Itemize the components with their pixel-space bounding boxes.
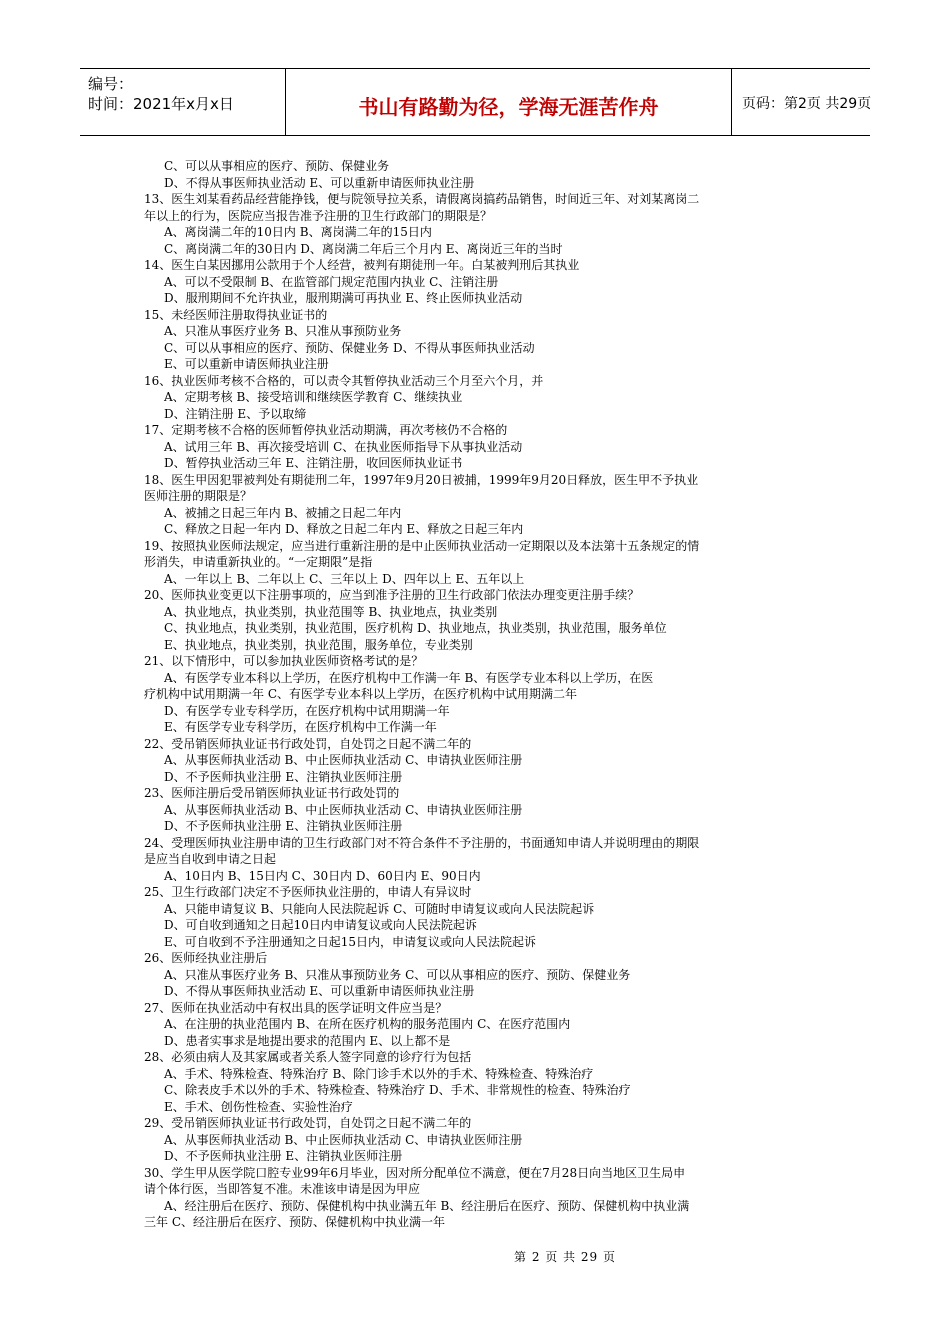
footer-page-number: 第 2 页 共 29 页	[514, 1250, 616, 1264]
text-line: 30、学生甲从医学院口腔专业99年6月毕业，因对所分配单位不满意，便在7月28日向当地区卫生局申	[144, 1165, 686, 1180]
text-line: C、可以从事相应的医疗、预防、保健业务	[164, 159, 390, 173]
text-line: 28、必须由病人及其家属或者关系人签字同意的诊疗行为包括	[144, 1050, 472, 1064]
text-line: 23、医师注册后受吊销医师执业证书行政处罚的	[144, 786, 400, 800]
text-line: C、除表皮手术以外的手术、特殊检查、特殊治疗 D、手术、非常规性的检查、特殊治疗	[164, 1083, 631, 1097]
text-line: E、有医学专业专科学历，在医疗机构中工作满一年	[164, 720, 437, 734]
text-line: D、有医学专业专科学历，在医疗机构中试用期满一年	[164, 703, 450, 718]
text-line: A、被捕之日起三年内 B、被捕之日起二年内	[164, 505, 402, 520]
text-line: 29、受吊销医师执业证书行政处罚，自处罚之日起不满二年的	[144, 1116, 472, 1130]
text-line: 请个体行医，当即答复不准。未准该申请是因为甲应	[144, 1182, 421, 1196]
text-line: 20、医师执业变更以下注册事项的，应当到准予注册的卫生行政部门依法办理变更注册手续？	[144, 588, 640, 602]
text-line: A、10日内 B、15日内 C、30日内 D、60日内 E、90日内	[164, 868, 481, 883]
text-line: 年以上的行为，医院应当报告准予注册的卫生行政部门的期限是？	[144, 208, 493, 223]
text-line: A、一年以上 B、二年以上 C、三年以上 D、四年以上 E、五年以上	[164, 571, 525, 586]
text-line: 14、医生白某因挪用公款用于个人经营，被判有期徒刑一年。白某被判刑后其执业	[144, 258, 580, 272]
text-line: A、只准从事医疗业务 B、只准从事预防业务 C、可以从事相应的医疗、预防、保健业务	[164, 967, 631, 982]
text-line: A、可以不受限制 B、在监管部门规定范围内执业 C、注销注册	[164, 274, 499, 289]
document-number-label: 编号：	[88, 75, 134, 93]
text-line: D、可自收到通知之日起10日内申请复议或向人民法院起诉	[164, 918, 477, 932]
document-date-label: 时间：2021年x月x日	[88, 95, 234, 113]
text-line: C、执业地点，执业类别，执业范围，医疗机构 D、执业地点，执业类别，执业范围，服务单位	[164, 621, 667, 635]
text-line: 疗机构中试用期满一年 C、有医学专业本科以上学历，在医疗机构中试用期满二年	[144, 687, 577, 701]
text-line: C、离岗满二年的30日内 D、离岗满二年后三个月内 E、离岗近三年的当时	[164, 241, 563, 256]
text-line: A、手术、特殊检查、特殊治疗 B、除门诊手术以外的手术、特殊检查、特殊治疗	[164, 1066, 594, 1081]
text-line: A、从事医师执业活动 B、中止医师执业活动 C、申请执业医师注册	[164, 802, 523, 817]
text-line: E、执业地点，执业类别，执业范围，服务单位，专业类别	[164, 637, 473, 652]
text-line: E、可以重新申请医师执业注册	[164, 357, 329, 371]
text-line: A、试用三年 B、再次接受培训 C、在执业医师指导下从事执业活动	[164, 439, 523, 454]
text-line: D、患者实事求是地提出要求的范围内 E、以上都不是	[164, 1033, 451, 1048]
text-line: A、有医学专业本科以上学历，在医疗机构中工作满一年 B、有医学专业本科以上学历，在医	[164, 670, 654, 685]
text-line: 27、医师在执业活动中有权出具的医学证明文件应当是？	[144, 1000, 448, 1015]
text-line: A、只能申请复议 B、只能向人民法院起诉 C、可随时申请复议或向人民法院起诉	[164, 901, 595, 916]
text-line: C、释放之日起一年内 D、释放之日起二年内 E、释放之日起三年内	[164, 522, 524, 536]
header-page-number: 页码：第2页 共29页	[742, 96, 872, 112]
text-line: 19、按照执业医师法规定，应当进行重新注册的是中止医师执业活动一定期限以及本法第十五条规定的情	[144, 538, 700, 553]
text-line: D、不得从事医师执业活动 E、可以重新申请医师执业注册	[164, 984, 475, 998]
header-info-cell	[80, 69, 285, 135]
text-line: A、从事医师执业活动 B、中止医师执业活动 C、申请执业医师注册	[164, 1132, 523, 1147]
text-line: 13、医生刘某看药品经营能挣钱，便与院领导拉关系，请假离岗搞药品销售，时间近三年、对刘某离岗二	[144, 192, 700, 206]
text-line: 15、未经医师注册取得执业证书的	[144, 307, 328, 322]
text-line: 25、卫生行政部门决定不予医师执业注册的，申请人有异议时	[144, 885, 472, 899]
text-line: A、定期考核 B、接受培训和继续医学教育 C、继续执业	[164, 390, 463, 404]
text-line: D、注销注册 E、予以取缔	[164, 406, 307, 421]
page-header	[80, 68, 870, 136]
text-line: C、可以从事相应的医疗、预防、保健业务 D、不得从事医师执业活动	[164, 340, 535, 355]
text-line: 16、执业医师考核不合格的，可以责令其暂停执业活动三个月至六个月，并	[144, 373, 544, 388]
text-line: 是应当自收到申请之日起	[144, 852, 277, 866]
text-line: D、不予医师执业注册 E、注销执业医师注册	[164, 769, 403, 784]
header-page-cell	[732, 69, 870, 135]
text-line: 三年 C、经注册后在医疗、预防、保健机构中执业满一年	[144, 1215, 445, 1229]
text-line: E、可自收到不予注册通知之日起15日内，申请复议或向人民法院起诉	[164, 934, 537, 949]
question-body	[144, 158, 808, 1231]
text-line: A、执业地点，执业类别，执业范围等 B、执业地点，执业类别	[164, 604, 498, 619]
text-line: D、不得从事医师执业活动 E、可以重新申请医师执业注册	[164, 175, 475, 190]
text-line: 形消失，申请重新执业的。“一定期限”是指	[144, 555, 373, 569]
text-line: A、从事医师执业活动 B、中止医师执业活动 C、申请执业医师注册	[164, 753, 523, 767]
header-motto: 书山有路勤为径，学海无涯苦作舟	[358, 95, 659, 119]
text-line: A、离岗满二年的10日内 B、离岗满二年的15日内	[164, 225, 432, 239]
header-motto-cell	[285, 69, 732, 135]
text-line: A、只准从事医疗业务 B、只准从事预防业务	[164, 324, 402, 338]
text-line: D、服刑期间不允许执业，服刑期满可再执业 E、终止医师执业活动	[164, 291, 523, 305]
text-line: D、不予医师执业注册 E、注销执业医师注册	[164, 1149, 403, 1163]
text-line: D、不予医师执业注册 E、注销执业医师注册	[164, 819, 403, 833]
text-line: 24、受理医师执业注册申请的卫生行政部门对不符合条件不予注册的，书面通知申请人并说明理由的期限	[144, 835, 700, 850]
text-line: 22、受吊销医师执业证书行政处罚，自处罚之日起不满二年的	[144, 736, 472, 751]
text-line: D、暂停执业活动三年 E、注销注册，收回医师执业证书	[164, 456, 463, 470]
text-line: A、经注册后在医疗、预防、保健机构中执业满五年 B、经注册后在医疗、预防、保健机构中执业满	[164, 1198, 690, 1213]
text-line: A、在注册的执业范围内 B、在所在医疗机构的服务范围内 C、在医疗范围内	[164, 1017, 571, 1031]
text-line: 医师注册的期限是？	[144, 489, 253, 503]
text-line: 17、定期考核不合格的医师暂停执业活动期满，再次考核仍不合格的	[144, 423, 508, 437]
text-line: E、手术、创伤性检查、实验性治疗	[164, 1099, 353, 1114]
text-line: 26、医师经执业注册后	[144, 951, 268, 965]
text-line: 18、医生甲因犯罪被判处有期徒刑二年，1997年9月20日被捕，1999年9月20日释放，医生甲不予执业	[144, 472, 699, 487]
text-line: 21、以下情形中，可以参加执业医师资格考试的是？	[144, 654, 424, 668]
